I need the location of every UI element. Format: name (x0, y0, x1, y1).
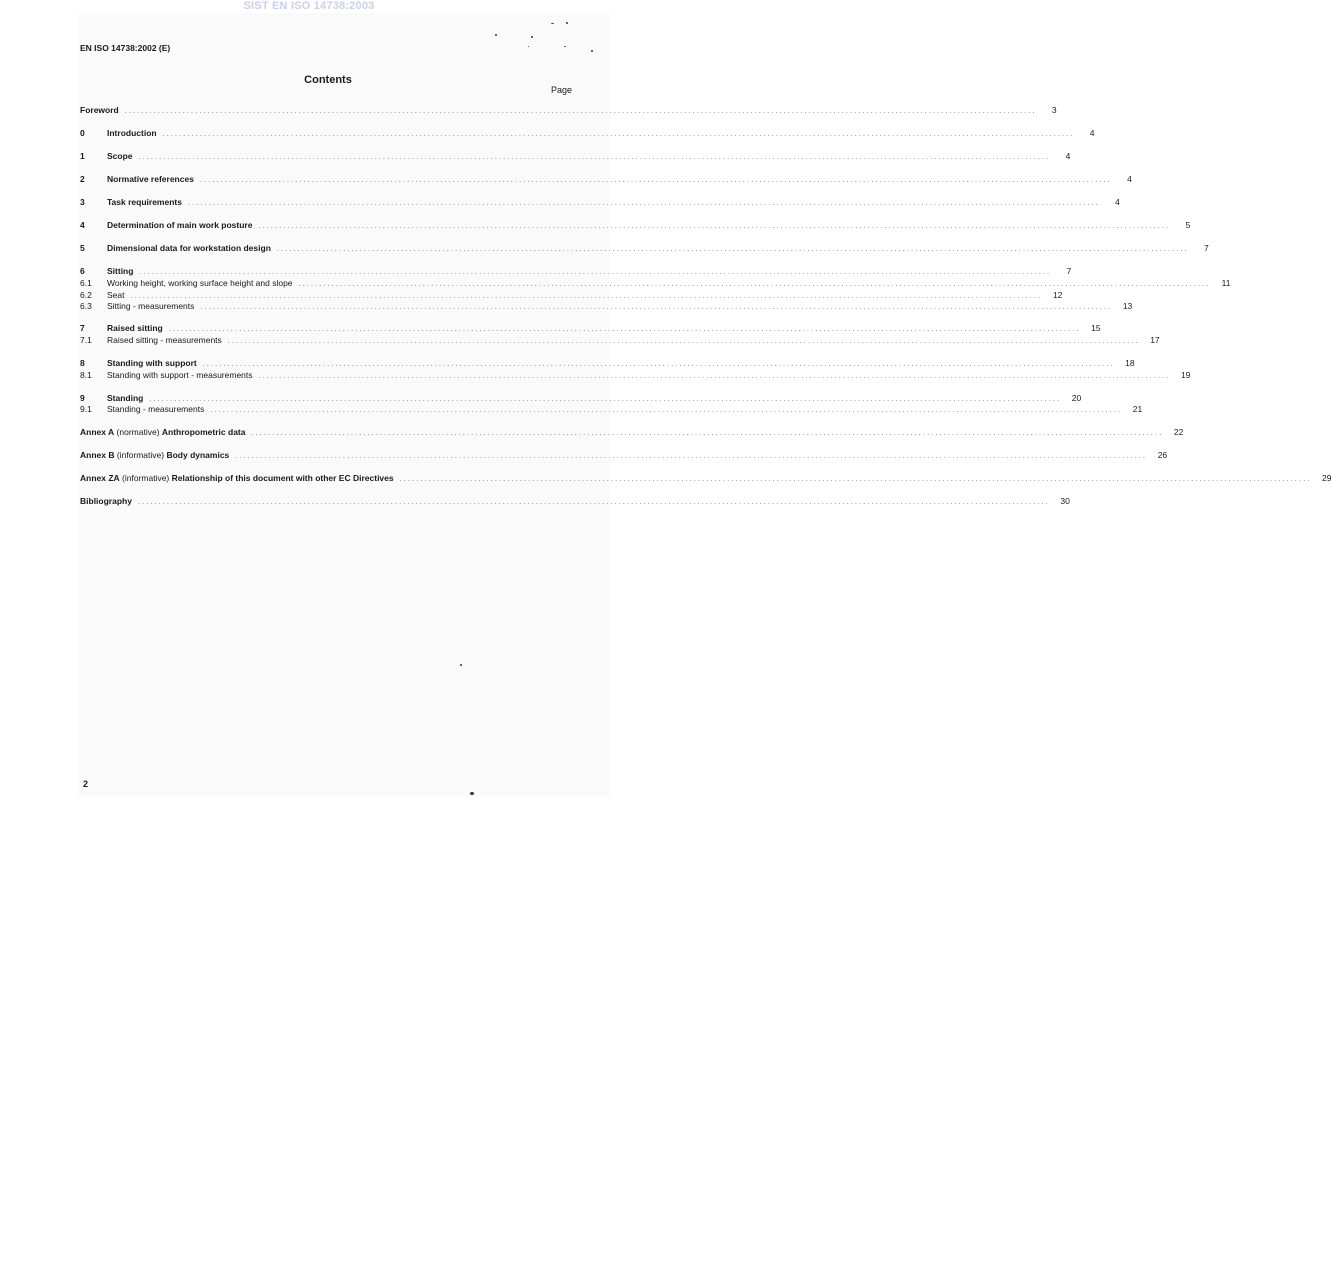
toc-entry-title (107, 174, 200, 185)
toc-entry-number: 6 (80, 266, 85, 276)
toc-entry (80, 290, 1063, 301)
toc-entry-title-part: Anthropometric data (161, 427, 246, 437)
toc-dot-leader: ............................................................................................................................................................................................................................ (138, 154, 1051, 161)
toc-dot-leader: ............................................................................................................................................................................................................................ (137, 499, 1050, 506)
toc-dot-leader: ............................................................................................................................................................................................................................ (149, 396, 1062, 403)
toc-entry-title-part: Relationship of this document with other EC Directives (171, 473, 394, 483)
toc-dot-leader: ............................................................................................................................................................................................................................ (199, 177, 1112, 184)
scan-speck (591, 50, 593, 52)
scan-speck (564, 46, 566, 47)
toc-entry-title-part: Normative references (107, 174, 194, 184)
toc-entry-title (107, 393, 149, 404)
toc-dot-leader: ............................................................................................................................................................................................................................ (235, 453, 1148, 460)
toc-entry-title-part: Foreword (80, 105, 119, 115)
toc-entry-number: 2 (80, 174, 85, 184)
toc-entry-title-part: Raised sitting (107, 323, 163, 333)
toc-entry-number: 6.1 (80, 278, 92, 288)
toc-dot-leader: ............................................................................................................................................................................................................................ (227, 338, 1140, 345)
toc-entry-title (80, 427, 251, 438)
toc-entry-page: 22 (1173, 427, 1184, 437)
toc-entry-title (80, 496, 138, 507)
toc-entry-page: 7 (1204, 243, 1209, 253)
toc-entry-title (107, 220, 258, 231)
toc-entry (80, 370, 1191, 381)
toc-entry-page: 17 (1150, 335, 1160, 345)
toc-dot-leader: ............................................................................................................................................................................................................................ (168, 326, 1081, 333)
document-id: EN ISO 14738:2002 (E) (80, 43, 171, 53)
toc-entry-title-part: (normative) (114, 427, 162, 437)
toc-entry-title (107, 404, 210, 415)
toc-entry (80, 473, 1332, 484)
toc-entry-title-part: Annex B (80, 450, 115, 460)
toc-entry-number: 3 (80, 197, 85, 207)
toc-entry-number: 9 (80, 393, 85, 403)
toc-entry-page: 4 (1089, 128, 1095, 138)
scan-speck (528, 46, 529, 47)
toc-dot-leader: ............................................................................................................................................................................................................................ (210, 407, 1123, 414)
toc-dot-leader: ............................................................................................................................................................................................................................ (276, 246, 1189, 253)
toc-entry-number: 5 (80, 243, 85, 253)
toc-entry-title (107, 358, 203, 369)
toc-entry-title (107, 151, 139, 162)
toc-entry-page: 4 (1065, 151, 1071, 161)
toc-entry-title-part: Standing with support (107, 358, 197, 368)
toc-dot-leader: ............................................................................................................................................................................................................................ (251, 430, 1164, 437)
toc-entry-title-part: Seat (107, 290, 125, 300)
toc-entry-title (107, 301, 200, 312)
footer-page-number: 2 (83, 779, 89, 789)
watermark: SIST EN ISO 14738:2003 (243, 0, 375, 12)
toc-dot-leader: ............................................................................................................................................................................................................................ (124, 108, 1037, 115)
toc-entry-number: 0 (80, 128, 85, 138)
toc-entry-title-part: Standing with support - measurements (107, 370, 253, 380)
toc-entry-title-part: Sitting - measurements (107, 301, 195, 311)
toc-entry-number: 7 (80, 323, 85, 333)
scan-speck (531, 36, 533, 38)
toc-entry-page: 12 (1052, 290, 1063, 300)
toc-entry (80, 393, 1082, 404)
toc-entry-title-part: (informative) (119, 473, 172, 483)
toc-entry-title (107, 197, 188, 208)
contents-title: Contents (304, 74, 352, 86)
toc-entry (80, 266, 1072, 277)
toc-entry-title (107, 243, 277, 254)
toc-entry-number: 9.1 (80, 404, 92, 414)
toc-entry (80, 404, 1143, 415)
toc-dot-leader: ............................................................................................................................................................................................................................ (258, 373, 1171, 380)
toc-entry-page: 7 (1066, 266, 1072, 276)
toc-entry-title (80, 450, 235, 461)
toc-entry (80, 220, 1191, 231)
toc-entry (80, 151, 1071, 162)
toc-entry (80, 358, 1135, 369)
toc-entry-page: 5 (1185, 220, 1191, 230)
toc-entry-title (107, 128, 163, 139)
toc-entry-title (107, 370, 259, 381)
toc-dot-leader: ............................................................................................................................................................................................................................ (202, 361, 1115, 368)
toc-entry-title-part: Standing - measurements (107, 404, 205, 414)
toc-entry-title-part: Bibliography (80, 496, 132, 506)
toc-entry-title-part: Annex ZA (80, 473, 120, 483)
toc-entry-title (107, 335, 228, 346)
toc-entry-page: 26 (1157, 450, 1168, 460)
toc-entry-number: 1 (80, 151, 85, 161)
toc-dot-leader: ............................................................................................................................................................................................................................ (130, 293, 1043, 300)
toc-entry-title-part: Task requirements (107, 197, 182, 207)
toc-entry-title-part: Scope (107, 151, 133, 161)
toc-entry-title (107, 290, 131, 301)
toc-entry (80, 128, 1095, 139)
toc-entry-title-part: Body dynamics (166, 450, 230, 460)
toc-entry (80, 323, 1101, 334)
toc-entry-title-part: Introduction (107, 128, 157, 138)
toc-entry-number: 8.1 (80, 370, 92, 380)
toc-dot-leader: ............................................................................................................................................................................................................................ (162, 131, 1075, 138)
toc-entry-title (80, 105, 125, 116)
toc-entry-title-part: Working height, working surface height and slope (107, 278, 293, 288)
toc-dot-leader: ............................................................................................................................................................................................................................ (298, 281, 1211, 288)
toc-entry-number: 6.2 (80, 290, 92, 300)
toc-entry-page: 11 (1221, 278, 1231, 288)
toc-entry-page: 13 (1122, 301, 1133, 311)
toc-dot-leader: ............................................................................................................................................................................................................................ (139, 269, 1052, 276)
toc-entry-title (107, 278, 299, 289)
toc-entry-page: 21 (1132, 404, 1143, 414)
toc-entry (80, 197, 1120, 208)
toc-dot-leader: ............................................................................................................................................................................................................................ (200, 304, 1113, 311)
toc-dot-leader: ............................................................................................................................................................................................................................ (187, 200, 1100, 207)
toc-entry-title-part: Sitting (107, 266, 134, 276)
toc-dot-leader: ............................................................................................................................................................................................................................ (399, 476, 1312, 483)
toc-entry (80, 335, 1160, 346)
toc-entry-page: 20 (1071, 393, 1082, 403)
toc-entry-page: 4 (1115, 197, 1120, 207)
toc-entry-page: 15 (1091, 323, 1101, 333)
toc-entry (80, 301, 1133, 312)
scan-speck (566, 22, 568, 24)
toc-entry-title (107, 266, 139, 277)
toc-entry-title-part: Determination of main work posture (107, 220, 253, 230)
toc-entry (80, 105, 1057, 116)
toc-entry-page: 19 (1180, 370, 1191, 380)
toc-entry (80, 427, 1184, 438)
toc-entry-title-part: (informative) (114, 450, 167, 460)
toc-entry-page: 18 (1125, 358, 1135, 368)
scan-speck (551, 23, 554, 24)
toc-entry-title (80, 473, 400, 484)
toc-entry-number: 4 (80, 220, 85, 230)
toc-entry-title-part: Annex A (80, 427, 115, 437)
toc-entry (80, 278, 1231, 289)
toc-entry-number: 6.3 (80, 301, 92, 311)
toc-dot-leader: ............................................................................................................................................................................................................................ (258, 223, 1171, 230)
scan-speck (460, 664, 462, 666)
toc-entry-page: 4 (1127, 174, 1132, 184)
toc-entry-title-part: Standing (107, 393, 144, 403)
scan-speck (495, 34, 497, 36)
toc-entry-number: 7.1 (80, 335, 92, 345)
page-column-label: Page (551, 85, 573, 95)
toc-entry (80, 174, 1132, 185)
toc-entry (80, 450, 1168, 461)
toc-entry-number: 8 (80, 358, 85, 368)
toc-entry-page: 3 (1051, 105, 1057, 115)
toc-entry-title-part: Dimensional data for workstation design (107, 243, 271, 253)
scan-speck (470, 792, 474, 795)
toc-entry-title-part: Raised sitting - measurements (107, 335, 222, 345)
toc-entry-title (107, 323, 169, 334)
toc-entry-page: 29 (1322, 473, 1332, 483)
toc-entry-page: 30 (1060, 496, 1070, 506)
toc-entry (80, 243, 1209, 254)
toc-entry (80, 496, 1070, 507)
